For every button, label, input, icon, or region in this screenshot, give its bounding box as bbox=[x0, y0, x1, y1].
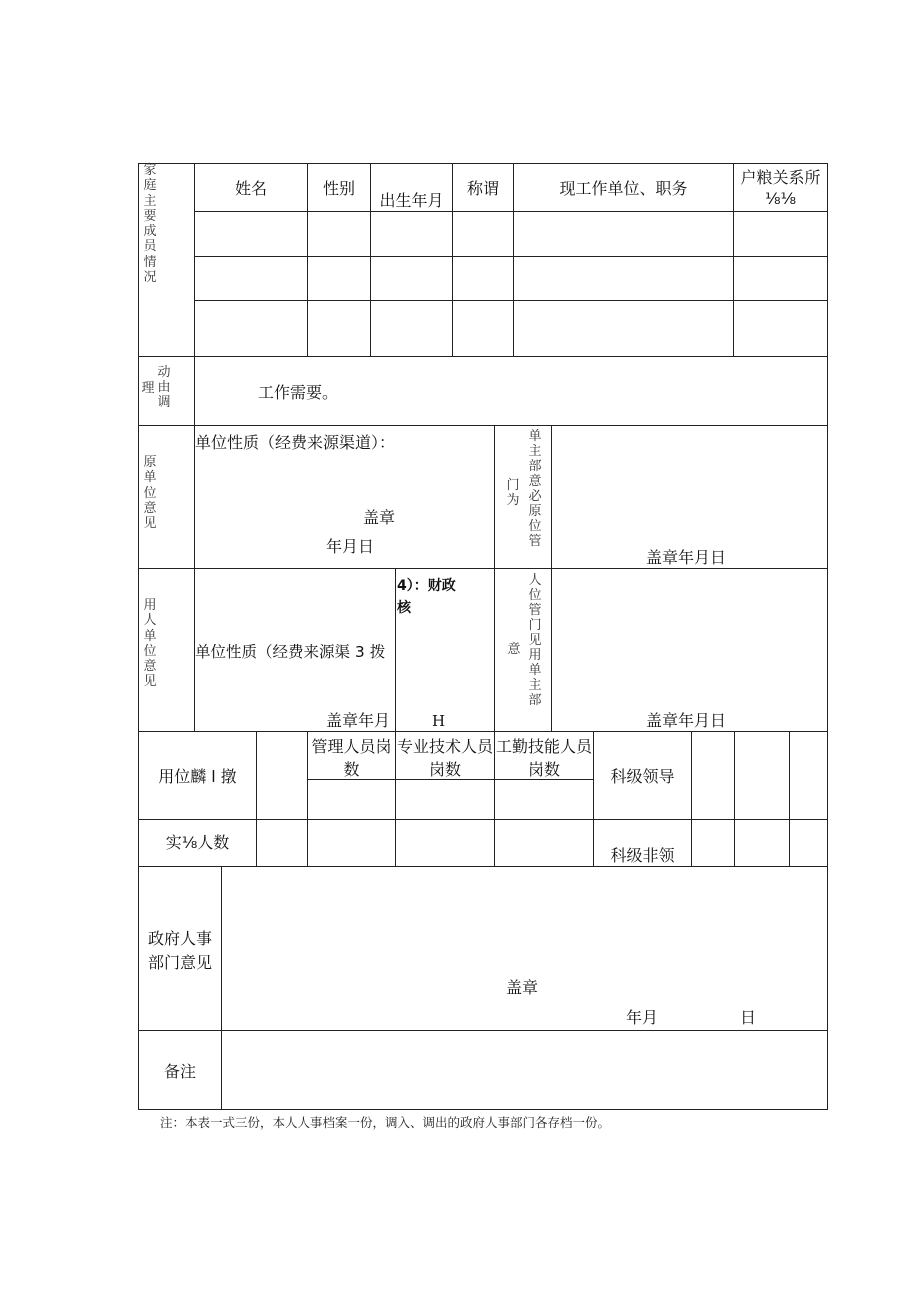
original-section-bottom bbox=[138, 568, 828, 569]
employer-dept-seal-date: 盖章年月日 bbox=[646, 711, 727, 730]
original-col-divider-1 bbox=[494, 425, 495, 732]
family-section-bottom bbox=[138, 356, 828, 357]
gov-hr-label-line2: 部门意见 bbox=[147, 953, 212, 972]
post-section-bottom bbox=[138, 866, 828, 867]
family-header-birth: 出生年月 bbox=[379, 191, 444, 210]
post-row1-bottom bbox=[138, 819, 828, 820]
transfer-label-col1: 理 bbox=[141, 381, 155, 396]
gov-hr-label-line1: 政府人事 bbox=[147, 929, 212, 948]
employer-unit-nature: 单位性质（经费来源渠 3 拨 bbox=[195, 643, 386, 661]
employer-section-bottom bbox=[138, 731, 828, 732]
employer-finance-divider bbox=[395, 568, 396, 732]
post-col-divider-8 bbox=[789, 731, 790, 867]
post-quota-label: 用位麟 l 撴 bbox=[158, 767, 237, 786]
family-header-hukou-line1: 户粮关系所 bbox=[740, 168, 821, 187]
original-dept-seal-date: 盖章年月日 bbox=[646, 548, 727, 567]
family-header-hukou-line2: ⅛⅛ bbox=[764, 189, 796, 208]
gov-hr-year-month: 年月 bbox=[626, 1008, 659, 1027]
post-actual-label: 实⅛人数 bbox=[165, 833, 230, 852]
family-header-title: 称谓 bbox=[466, 179, 499, 198]
gov-section-bottom bbox=[138, 1030, 828, 1031]
post-skill-header-text: 工勤技能人员岗数 bbox=[495, 737, 592, 779]
family-section-label: 家庭主要成员情况 bbox=[143, 163, 157, 286]
transfer-section-bottom bbox=[138, 425, 828, 426]
original-unit-seal: 盖章 bbox=[363, 508, 396, 527]
family-header-name: 姓名 bbox=[234, 179, 267, 198]
post-tech-header-text: 专业技术人员岗数 bbox=[396, 737, 493, 779]
post-col-divider-7 bbox=[734, 731, 735, 867]
employer-unit-label: 用人单位意见 bbox=[143, 598, 157, 690]
post-section-nonleader: 科级非领 bbox=[610, 846, 675, 865]
border-right bbox=[827, 163, 828, 1110]
family-header-work: 现工作单位、职务 bbox=[559, 179, 688, 198]
post-col-divider-6 bbox=[691, 731, 692, 867]
original-unit-nature: 单位性质（经费来源渠道）： bbox=[195, 433, 396, 452]
original-unit-label: 原单位意见 bbox=[143, 455, 157, 532]
post-mgmt-header bbox=[308, 735, 395, 781]
post-mgmt-header-text: 管理人员岗数 bbox=[311, 737, 392, 779]
family-header-gender: 性别 bbox=[322, 179, 355, 198]
employer-dept-label-col2: 人位管门见用单主部 bbox=[528, 573, 542, 708]
post-skill-header bbox=[495, 735, 593, 781]
original-col-divider-2 bbox=[551, 425, 552, 732]
transfer-reason: 工作需要。 bbox=[258, 383, 339, 402]
original-dept-label-col1: 门为 bbox=[506, 478, 520, 508]
employer-dept-label-col1: 意 bbox=[507, 642, 521, 657]
border-top bbox=[138, 163, 828, 164]
gov-hr-day: 日 bbox=[740, 1008, 757, 1027]
original-dept-label-col2: 单主部意必原位管 bbox=[528, 429, 542, 549]
bottom-label-divider bbox=[221, 866, 222, 1110]
original-unit-date: 年月日 bbox=[326, 537, 375, 556]
post-section-leader: 科级领导 bbox=[610, 767, 675, 786]
transfer-label-col2: 动由调 bbox=[157, 365, 171, 410]
footnote: 注：本表一式三份，本人人事档案一份，调入、调出的政府人事部门各存档一份。 bbox=[160, 1115, 611, 1130]
border-bottom bbox=[138, 1109, 828, 1110]
employer-finance-mark: H bbox=[432, 712, 446, 730]
employer-finance-line1: 4）：财政 bbox=[397, 578, 456, 594]
post-tech-header bbox=[396, 735, 494, 781]
employer-finance-line2: 核 bbox=[397, 600, 411, 616]
post-col-divider-1 bbox=[256, 731, 257, 867]
employer-unit-seal-date: 盖章年月 bbox=[326, 711, 391, 730]
remarks-label: 备注 bbox=[163, 1062, 196, 1081]
gov-hr-seal: 盖章 bbox=[506, 978, 539, 997]
